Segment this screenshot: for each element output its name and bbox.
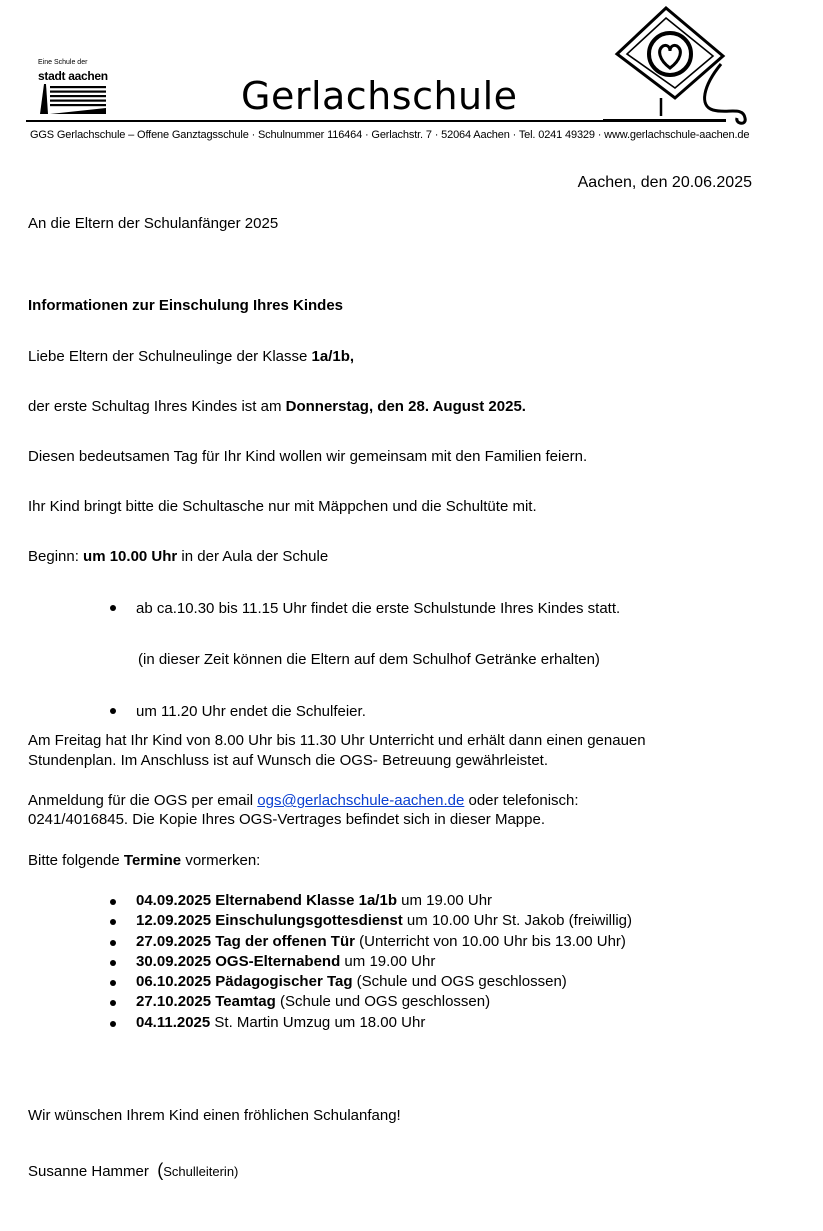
begin-label: Beginn:	[28, 548, 84, 565]
termin-date-title: 04.11.2025	[136, 1013, 211, 1031]
bring-line: Ihr Kind bringt bitte die Schultasche nur mit Mäppchen und die Schultüte mit.	[28, 498, 537, 515]
ogs-text: Anmeldung für die OGS per email	[28, 792, 258, 809]
list-item	[110, 992, 632, 1012]
recipient-line: An die Eltern der Schulanfänger 2025	[28, 215, 279, 232]
friday-line-1: Am Freitag hat Ihr Kind von 8.00 Uhr bis 11.30 Uhr Unterricht und erhält dann einen genauen	[28, 732, 646, 749]
first-day-line	[28, 397, 526, 416]
termin-detail: um 19.00 Uhr	[340, 952, 436, 970]
begin-line	[28, 547, 328, 566]
ogs-line-2: 0241/4016845. Die Kopie Ihres OGS-Vertrages befindet sich in dieser Mappe.	[28, 811, 545, 828]
termin-detail: (Schule und OGS geschlossen)	[275, 993, 491, 1011]
signer-name: Susanne Hammer	[28, 1163, 149, 1180]
schedule-bullet-text: um 11.20 Uhr endet die Schulfeier.	[136, 703, 366, 720]
ogs-phone-text: oder telefonisch:	[464, 792, 579, 809]
bullet-dot	[110, 1000, 116, 1006]
termin-detail: (Schule und OGS geschlossen)	[352, 973, 567, 991]
bullet-dot	[110, 1021, 116, 1027]
class-name: 1a/1b,	[311, 348, 355, 365]
salutation-text: Liebe Eltern der Schulneulinge der Klasse	[28, 348, 312, 365]
termin-detail: (Unterricht von 10.00 Uhr bis 13.00 Uhr)	[354, 932, 626, 950]
list-item	[110, 972, 632, 992]
termine-intro-end: vormerken:	[181, 852, 261, 869]
signature-line: Susanne Hammer (Schulleiterin)	[28, 1160, 239, 1180]
first-day-text: der erste Schultag Ihres Kindes ist am	[28, 398, 286, 415]
termin-date-title: 27.10.2025 Teamtag	[136, 993, 276, 1011]
bullet-dot	[110, 899, 116, 905]
list-item	[110, 1013, 632, 1033]
list-item	[110, 891, 632, 911]
termin-detail: um 10.00 Uhr St. Jakob (freiwillig)	[402, 912, 633, 930]
header-divider	[26, 120, 726, 122]
celebration-line: Diesen bedeutsamen Tag für Ihr Kind wollen wir gemeinsam mit den Familien feiern.	[28, 448, 588, 465]
first-day-date: Donnerstag, den 28. August 2025.	[285, 398, 526, 415]
termin-date-title: 27.09.2025 Tag der offenen Tür	[136, 932, 355, 950]
bullet-dot	[110, 605, 116, 611]
termin-date-title: 04.09.2025 Elternabend Klasse 1a/1b	[136, 892, 397, 909]
city-logo-icon	[40, 84, 106, 114]
list-item	[110, 911, 632, 931]
logo-city-name: stadt aachen	[38, 69, 108, 83]
termin-date-title: 06.10.2025 Pädagogischer Tag	[136, 973, 353, 991]
termin-detail: um 19.00 Uhr	[396, 892, 493, 909]
termine-list	[110, 891, 632, 1033]
bullet-dot	[110, 960, 116, 966]
termin-detail: St. Martin Umzug um 18.00 Uhr	[210, 1013, 426, 1031]
termine-intro	[28, 851, 260, 870]
begin-time: um 10.00 Uhr	[83, 548, 178, 565]
bullet-dot	[110, 919, 116, 925]
schedule-bullet-text: ab ca.10.30 bis 11.15 Uhr findet die erste Schulstunde Ihres Kindes statt.	[136, 600, 621, 617]
list-item	[110, 952, 632, 972]
logo-small-caption: Eine Schule der	[38, 59, 88, 66]
list-item	[110, 932, 632, 952]
letter-subject: Informationen zur Einschulung Ihres Kindes	[28, 297, 344, 314]
letter-date: Aachen, den 20.06.2025	[577, 174, 752, 191]
bullet-dot	[110, 980, 116, 986]
school-name: Gerlachschule	[241, 74, 518, 118]
closing-line: Wir wünschen Ihrem Kind einen fröhlichen Schulanfang!	[28, 1107, 401, 1124]
bullet-dot	[110, 940, 116, 946]
schedule-note: (in dieser Zeit können die Eltern auf dem Schulhof Getränke erhalten)	[138, 651, 600, 668]
signer-role: Schulleiterin)	[163, 1164, 239, 1179]
school-emblem-icon	[603, 6, 755, 128]
ogs-line-1	[28, 791, 579, 810]
friday-line-2: Stundenplan. Im Anschluss ist auf Wunsch die OGS- Betreuung gewährleistet.	[28, 752, 549, 769]
bullet-dot	[110, 708, 116, 714]
salutation	[28, 347, 354, 366]
ogs-email-link[interactable]: ogs@gerlachschule-aachen.de	[257, 792, 465, 809]
termin-date-title: 12.09.2025 Einschulungsgottesdienst	[136, 912, 403, 930]
begin-location: in der Aula der Schule	[177, 548, 329, 565]
termin-date-title: 30.09.2025 OGS-Elternabend	[136, 952, 341, 970]
termine-label: Termine	[123, 852, 182, 869]
school-address-line: GGS Gerlachschule – Offene Ganztagsschule · Schulnummer 116464 · Gerlachstr. 7 · 52064 Aachen · Tel. 0241 49329 · www.gerlachschule-aachen.de	[30, 129, 750, 141]
termine-intro-text: Bitte folgende	[28, 852, 124, 869]
